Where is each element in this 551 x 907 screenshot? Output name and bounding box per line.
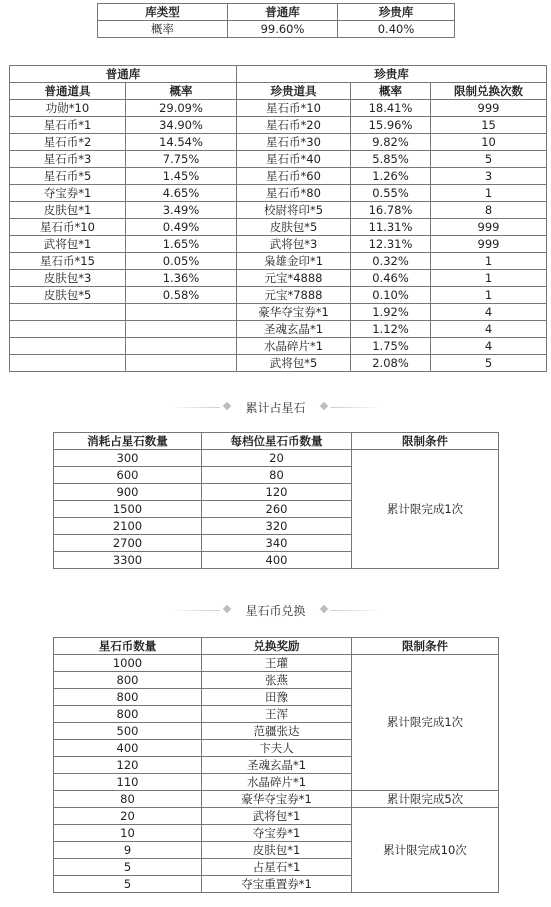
coin-amount-value: 1000 xyxy=(54,655,202,672)
table-row xyxy=(54,791,499,808)
table-row xyxy=(10,287,547,304)
rare-pool-probability: 0.40% xyxy=(338,21,455,38)
title-divider-right xyxy=(331,407,383,408)
rare-item-probability: 1.12% xyxy=(351,321,431,338)
exchange-table xyxy=(53,637,499,893)
rare-item-exchange-limit: 4 xyxy=(431,321,547,338)
coin-amount-value: 120 xyxy=(54,757,202,774)
coin-amount-value: 800 xyxy=(54,672,202,689)
table-row xyxy=(10,270,547,287)
normal-item-probability: 0.58% xyxy=(126,287,237,304)
normal-item-name: 皮肤包*1 xyxy=(10,202,126,219)
coin-amount-value: 80 xyxy=(54,791,202,808)
coins-per-tier-value: 260 xyxy=(202,501,352,518)
diamond-icon xyxy=(223,402,231,410)
rare-item-exchange-limit: 1 xyxy=(431,253,547,270)
consume-stones-value: 900 xyxy=(54,484,202,501)
coin-amount-value: 800 xyxy=(54,706,202,723)
normal-item-name: 星石币*3 xyxy=(10,151,126,168)
rare-pool-title: 珍贵库 xyxy=(237,66,547,83)
limit-condition-cell: 累计限完成5次 xyxy=(352,791,499,808)
rare-item-exchange-limit: 5 xyxy=(431,355,547,372)
coins-per-tier-value: 320 xyxy=(202,518,352,535)
consume-stones-value: 300 xyxy=(54,450,202,467)
table-row xyxy=(10,117,547,134)
table-row xyxy=(54,450,499,467)
empty-cell xyxy=(10,321,126,338)
header-limit-condition: 限制条件 xyxy=(352,638,499,655)
rare-item-name: 星石币*40 xyxy=(237,151,351,168)
rare-item-name: 皮肤包*5 xyxy=(237,219,351,236)
rare-item-probability: 12.31% xyxy=(351,236,431,253)
coin-amount-value: 10 xyxy=(54,825,202,842)
header-rare-pool: 珍贵库 xyxy=(338,4,455,21)
table-row xyxy=(10,304,547,321)
diamond-icon xyxy=(320,402,328,410)
rare-item-probability: 16.78% xyxy=(351,202,431,219)
summary-table xyxy=(97,3,455,38)
rare-item-name: 圣魂玄晶*1 xyxy=(237,321,351,338)
exchange-reward-value: 水晶碎片*1 xyxy=(202,774,352,791)
exchange-reward-value: 王浑 xyxy=(202,706,352,723)
normal-item-name: 功勋*10 xyxy=(10,100,126,117)
exchange-reward-value: 张燕 xyxy=(202,672,352,689)
header-rare-probability: 概率 xyxy=(351,83,431,100)
rare-item-probability: 2.08% xyxy=(351,355,431,372)
normal-pool-title: 普通库 xyxy=(10,66,237,83)
rare-item-name: 星石币*80 xyxy=(237,185,351,202)
exchange-reward-value: 田豫 xyxy=(202,689,352,706)
coin-amount-value: 800 xyxy=(54,689,202,706)
normal-pool-probability: 99.60% xyxy=(228,21,338,38)
normal-item-probability: 7.75% xyxy=(126,151,237,168)
normal-item-probability: 0.05% xyxy=(126,253,237,270)
consume-stones-value: 1500 xyxy=(54,501,202,518)
header-consume-stones: 消耗占星石数量 xyxy=(54,433,202,450)
rare-item-name: 元宝*7888 xyxy=(237,287,351,304)
consume-stones-value: 600 xyxy=(54,467,202,484)
coin-amount-value: 5 xyxy=(54,876,202,893)
coins-per-tier-value: 20 xyxy=(202,450,352,467)
coin-amount-value: 5 xyxy=(54,859,202,876)
coin-amount-value: 400 xyxy=(54,740,202,757)
empty-cell xyxy=(126,321,237,338)
coin-amount-value: 500 xyxy=(54,723,202,740)
exchange-reward-value: 卞夫人 xyxy=(202,740,352,757)
header-pool-type: 库类型 xyxy=(98,4,228,21)
rare-item-name: 武将包*5 xyxy=(237,355,351,372)
normal-item-probability: 1.36% xyxy=(126,270,237,287)
empty-cell xyxy=(10,338,126,355)
coins-per-tier-value: 400 xyxy=(202,552,352,569)
rare-item-probability: 0.46% xyxy=(351,270,431,287)
table-row xyxy=(10,168,547,185)
limit-condition-cell: 累计限完成10次 xyxy=(352,808,499,893)
normal-item-name: 星石币*15 xyxy=(10,253,126,270)
normal-item-name: 星石币*1 xyxy=(10,117,126,134)
header-exchange-limit: 限制兑换次数 xyxy=(431,83,547,100)
rare-item-exchange-limit: 8 xyxy=(431,202,547,219)
rare-item-probability: 0.10% xyxy=(351,287,431,304)
table-row xyxy=(10,202,547,219)
table-row xyxy=(10,338,547,355)
coin-amount-value: 110 xyxy=(54,774,202,791)
rare-item-name: 水晶碎片*1 xyxy=(237,338,351,355)
rare-item-exchange-limit: 15 xyxy=(431,117,547,134)
normal-item-probability: 1.45% xyxy=(126,168,237,185)
diamond-icon xyxy=(320,605,328,613)
table-row xyxy=(10,253,547,270)
normal-item-probability: 34.90% xyxy=(126,117,237,134)
normal-item-name: 皮肤包*3 xyxy=(10,270,126,287)
empty-cell xyxy=(126,338,237,355)
rare-item-probability: 9.82% xyxy=(351,134,431,151)
normal-item-probability: 4.65% xyxy=(126,185,237,202)
rare-item-name: 校尉将印*5 xyxy=(237,202,351,219)
normal-item-probability: 0.49% xyxy=(126,219,237,236)
exchange-reward-value: 夺宝券*1 xyxy=(202,825,352,842)
empty-cell xyxy=(10,304,126,321)
rare-item-probability: 5.85% xyxy=(351,151,431,168)
coin-amount-value: 9 xyxy=(54,842,202,859)
rare-item-exchange-limit: 3 xyxy=(431,168,547,185)
header-coin-amount: 星石币数量 xyxy=(54,638,202,655)
rare-item-probability: 11.31% xyxy=(351,219,431,236)
normal-item-name: 武将包*1 xyxy=(10,236,126,253)
table-row xyxy=(54,655,499,672)
exchange-reward-value: 王瓘 xyxy=(202,655,352,672)
consume-stones-value: 3300 xyxy=(54,552,202,569)
rare-item-name: 豪华夺宝券*1 xyxy=(237,304,351,321)
normal-item-name: 星石币*10 xyxy=(10,219,126,236)
coins-per-tier-value: 120 xyxy=(202,484,352,501)
diamond-icon xyxy=(223,605,231,613)
rare-item-name: 武将包*3 xyxy=(237,236,351,253)
table-row xyxy=(10,219,547,236)
rare-item-name: 星石币*10 xyxy=(237,100,351,117)
rare-item-name: 星石币*30 xyxy=(237,134,351,151)
consume-stones-value: 2700 xyxy=(54,535,202,552)
header-normal-item: 普通道具 xyxy=(10,83,126,100)
limit-condition-cell: 累计限完成1次 xyxy=(352,450,499,569)
limit-condition-cell: 累计限完成1次 xyxy=(352,655,499,791)
exchange-reward-value: 圣魂玄晶*1 xyxy=(202,757,352,774)
rare-item-exchange-limit: 1 xyxy=(431,185,547,202)
empty-cell xyxy=(126,355,237,372)
table-row xyxy=(10,236,547,253)
accumulate-table xyxy=(53,432,499,569)
rare-item-probability: 0.32% xyxy=(351,253,431,270)
table-row xyxy=(10,355,547,372)
normal-item-probability: 3.49% xyxy=(126,202,237,219)
normal-item-name: 星石币*5 xyxy=(10,168,126,185)
table-row xyxy=(10,151,547,168)
section-exchange-title-bar xyxy=(0,602,551,619)
exchange-reward-value: 武将包*1 xyxy=(202,808,352,825)
title-divider-left xyxy=(168,610,220,611)
rare-item-exchange-limit: 1 xyxy=(431,270,547,287)
coin-amount-value: 20 xyxy=(54,808,202,825)
table-row xyxy=(10,185,547,202)
exchange-reward-value: 范疆张达 xyxy=(202,723,352,740)
rare-item-exchange-limit: 5 xyxy=(431,151,547,168)
coins-per-tier-value: 340 xyxy=(202,535,352,552)
rare-item-exchange-limit: 999 xyxy=(431,219,547,236)
exchange-reward-value: 豪华夺宝券*1 xyxy=(202,791,352,808)
rare-item-name: 枭雄金印*1 xyxy=(237,253,351,270)
table-row xyxy=(10,100,547,117)
header-coins-per-tier: 每档位星石币数量 xyxy=(202,433,352,450)
header-exchange-reward: 兑换奖励 xyxy=(202,638,352,655)
rare-item-exchange-limit: 1 xyxy=(431,287,547,304)
rare-item-probability: 18.41% xyxy=(351,100,431,117)
rare-item-exchange-limit: 4 xyxy=(431,338,547,355)
rare-item-exchange-limit: 999 xyxy=(431,236,547,253)
header-normal-pool: 普通库 xyxy=(228,4,338,21)
coins-per-tier-value: 80 xyxy=(202,467,352,484)
exchange-reward-value: 皮肤包*1 xyxy=(202,842,352,859)
header-normal-probability: 概率 xyxy=(126,83,237,100)
exchange-reward-value: 占星石*1 xyxy=(202,859,352,876)
title-divider-left xyxy=(168,407,220,408)
rare-item-probability: 1.92% xyxy=(351,304,431,321)
normal-item-name: 皮肤包*5 xyxy=(10,287,126,304)
header-rare-item: 珍贵道具 xyxy=(237,83,351,100)
row-label-probability: 概率 xyxy=(98,21,228,38)
section-accumulate-title: 累计占星石 xyxy=(245,401,306,415)
rare-item-name: 星石币*60 xyxy=(237,168,351,185)
normal-item-probability: 29.09% xyxy=(126,100,237,117)
rare-item-exchange-limit: 10 xyxy=(431,134,547,151)
rare-item-name: 元宝*4888 xyxy=(237,270,351,287)
normal-item-name: 夺宝券*1 xyxy=(10,185,126,202)
rare-item-probability: 1.75% xyxy=(351,338,431,355)
title-divider-right xyxy=(331,610,383,611)
normal-item-probability: 1.65% xyxy=(126,236,237,253)
section-accumulate-title-bar xyxy=(0,399,551,416)
rare-item-exchange-limit: 999 xyxy=(431,100,547,117)
rare-item-probability: 0.55% xyxy=(351,185,431,202)
header-limit-condition: 限制条件 xyxy=(352,433,499,450)
consume-stones-value: 2100 xyxy=(54,518,202,535)
rare-item-probability: 1.26% xyxy=(351,168,431,185)
normal-item-probability: 14.54% xyxy=(126,134,237,151)
exchange-reward-value: 夺宝重置券*1 xyxy=(202,876,352,893)
table-row xyxy=(54,808,499,825)
rare-item-exchange-limit: 4 xyxy=(431,304,547,321)
table-row xyxy=(10,321,547,338)
section-exchange-title: 星石币兑换 xyxy=(245,604,306,618)
rare-item-name: 星石币*20 xyxy=(237,117,351,134)
pool-items-table xyxy=(9,65,547,372)
table-row xyxy=(10,134,547,151)
empty-cell xyxy=(126,304,237,321)
empty-cell xyxy=(10,355,126,372)
normal-item-name: 星石币*2 xyxy=(10,134,126,151)
rare-item-probability: 15.96% xyxy=(351,117,431,134)
